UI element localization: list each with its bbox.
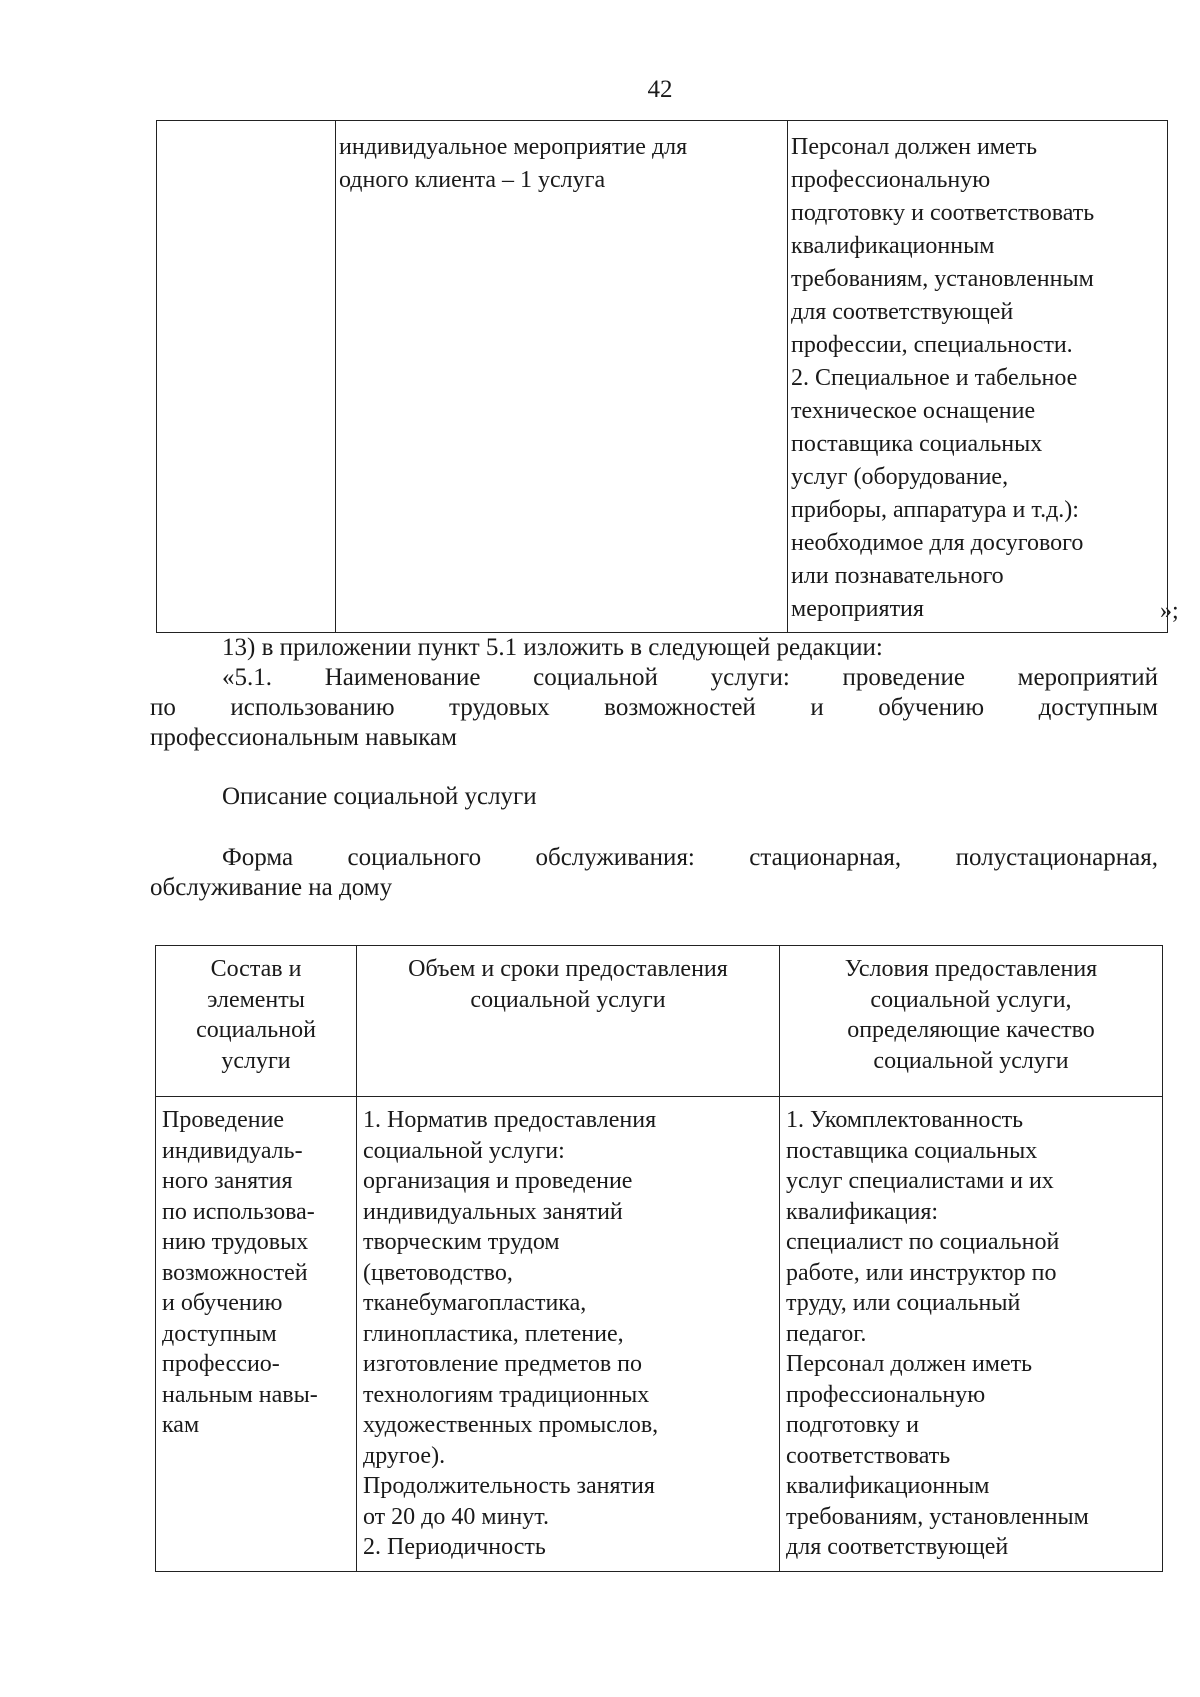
closing-quote: »; bbox=[1160, 598, 1179, 624]
table-cell-conditions: Персонал должен иметь профессиональную подготовку и соответствовать квалификационным требованиям, установленным для соответствующей профессии, специальности. 2. Специальное и табельное техническое оснащение поставщика социальных услуг (оборудование, приборы, аппаратура и т.д.): необходимое для досугового или познавательного мероприятия bbox=[788, 121, 1168, 633]
table-cell-empty bbox=[157, 121, 336, 633]
paragraph-5-1-line-3: профессиональным навыкам bbox=[150, 724, 457, 751]
header-conditions: Условия предоставления социальной услуги, определяющие качество социальной услуги bbox=[780, 946, 1163, 1097]
paragraph-5-1-line-2: по использованию трудовых возможностей и обучению доступным bbox=[150, 694, 1158, 721]
table-row bbox=[157, 121, 1168, 633]
table-continuation bbox=[156, 120, 1168, 633]
table-header-row bbox=[156, 946, 1163, 1097]
header-composition: Состав и элементы социальной услуги bbox=[156, 946, 357, 1097]
cell-conditions: 1. Укомплектованность поставщика социальных услуг специалистами и их квалификация: специалист по социальной работе, или инструктор по труду, или социальный педагог. Персонал должен иметь профессиональную подготовку и соответствовать квалификационным требованиям, установленным для соответствующей bbox=[780, 1097, 1163, 1572]
paragraph-item-13: 13) в приложении пункт 5.1 изложить в следующей редакции: bbox=[222, 634, 883, 661]
paragraph-form-line-1: Форма социального обслуживания: стационарная, полустационарная, bbox=[222, 844, 1158, 871]
section-heading-description: Описание социальной услуги bbox=[222, 783, 537, 810]
page-number: 42 bbox=[647, 76, 673, 103]
header-volume-terms: Объем и сроки предоставления социальной услуги bbox=[357, 946, 780, 1097]
service-table bbox=[155, 945, 1163, 1572]
table-cell-volume: индивидуальное мероприятие для одного клиента – 1 услуга bbox=[336, 121, 788, 633]
cell-volume-terms: 1. Норматив предоставления социальной услуги: организация и проведение индивидуальных занятий творческим трудом (цветоводство, тканебумагопластика, глинопластика, плетение, изготовление предметов по технологиям традиционных художественных промыслов, другое). Продолжительность занятия от 20 до 40 минут. 2. Периодичность bbox=[357, 1097, 780, 1572]
table-row bbox=[156, 1097, 1163, 1572]
cell-composition: Проведение индивидуаль- ного занятия по использова- нию трудовых возможностей и обучению доступным профессио- нальным навы- кам bbox=[156, 1097, 357, 1572]
paragraph-5-1-line-1: «5.1. Наименование социальной услуги: проведение мероприятий bbox=[222, 664, 1158, 691]
paragraph-form-line-2: обслуживание на дому bbox=[150, 874, 393, 901]
